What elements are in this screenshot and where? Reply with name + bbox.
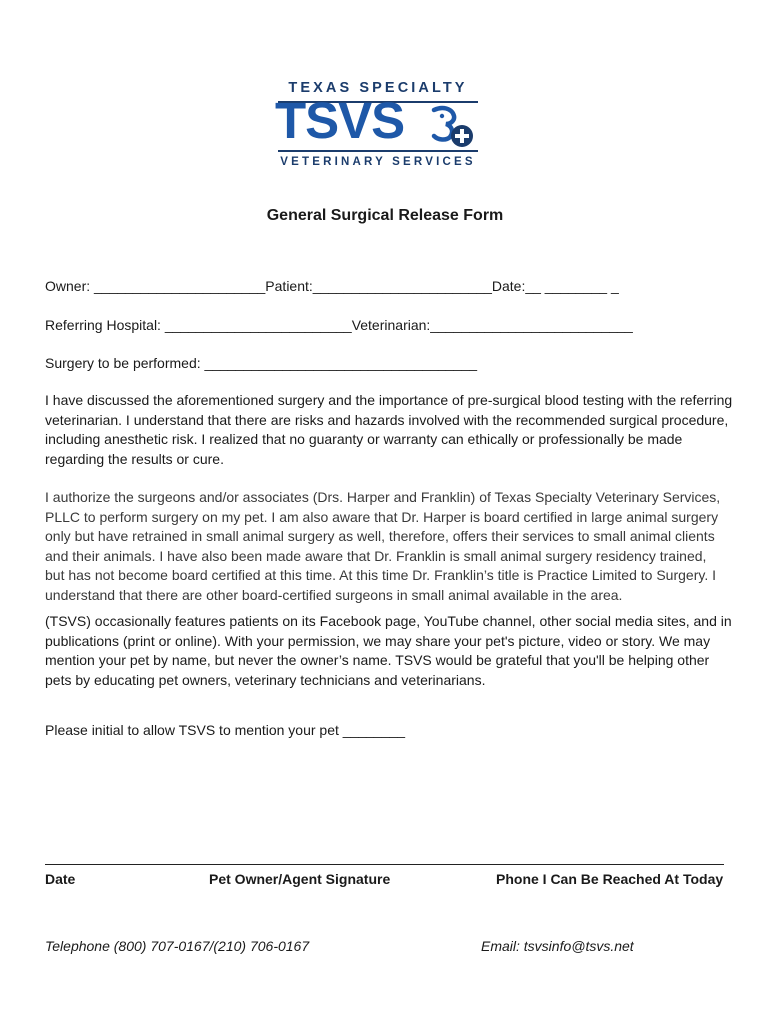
telephone-text: Telephone (800) 707-0167/(210) 706-0167 bbox=[45, 938, 310, 954]
owner-patient-date-line[interactable]: Owner: ______________________Patient:_______________________Date:__ ________ _ bbox=[45, 278, 619, 294]
paragraph-line: but has not become board certified at this time. At this time Dr. Franklin’s title is Practice Limited to Surgery. I bbox=[45, 567, 716, 583]
paw-cross-icon bbox=[428, 104, 476, 150]
surgery-line[interactable]: Surgery to be performed: ___________________________________ bbox=[45, 355, 478, 371]
paragraph-line: only but have retrained in small animal surgery as well, therefore, offers their services to small animal clients bbox=[45, 528, 715, 544]
paragraph-line: I authorize the surgeons and/or associates (Drs. Harper and Franklin) of Texas Specialty Veterinary Services, bbox=[45, 489, 721, 505]
paragraph-line: veterinarian. I understand that there are risks and hazards involved with the recommended surgical procedure, bbox=[45, 411, 729, 428]
paragraph-line: mention your pet by name, but never the owner’s name. TSVS would be grateful that you'll be helping other bbox=[45, 652, 710, 668]
hospital-veterinarian-line[interactable]: Referring Hospital: ________________________Veterinarian:__________________________ bbox=[45, 317, 633, 333]
logo-top-text: TEXAS SPECIALTY bbox=[288, 80, 468, 96]
paragraph-line: PLLC to perform surgery on my pet. I am also aware that Dr. Harper is board certified in large animal surgery bbox=[45, 508, 719, 525]
paragraph-line: pets by educating pet owners, veterinary technicians and veterinarians. bbox=[45, 671, 486, 688]
tsvs-logo bbox=[275, 80, 478, 172]
signature-line[interactable] bbox=[45, 864, 724, 865]
logo-main-text: TSVS bbox=[275, 92, 405, 149]
paragraph-line: publications (print or online). With your permission, we may share your pet's picture, video or story. We may bbox=[45, 632, 711, 649]
paragraph-line: understand that there are other board-certified surgeons in small animal available in the area. bbox=[45, 586, 623, 603]
paragraph-risks bbox=[45, 391, 735, 469]
phone-label: Phone I Can Be Reached At Today bbox=[496, 871, 724, 887]
owner-signature-label: Pet Owner/Agent Signature bbox=[209, 871, 391, 887]
paragraph-line: regarding the results or cure. bbox=[45, 450, 224, 467]
paragraph-line: I have discussed the aforementioned surgery and the importance of pre-surgical blood testing with the referring bbox=[45, 392, 733, 408]
logo-rule-bottom bbox=[278, 150, 478, 152]
logo-bottom-text: VETERINARY SERVICES bbox=[280, 156, 476, 168]
form-title: General Surgical Release Form bbox=[266, 207, 504, 224]
email-text[interactable]: Email: tsvsinfo@tsvs.net bbox=[481, 938, 634, 954]
initial-permission-line[interactable]: Please initial to allow TSVS to mention your pet ________ bbox=[45, 722, 406, 738]
paragraph-line: and their animals. I have also been made aware that Dr. Franklin is small animal surgery residency trained, bbox=[45, 547, 707, 564]
paragraph-social-media bbox=[45, 612, 735, 690]
paragraph-line: including anesthetic risk. I realized that no guaranty or warranty can ethically or professionally be made bbox=[45, 431, 683, 447]
date-label: Date bbox=[45, 871, 76, 887]
paragraph-line: (TSVS) occasionally features patients on its Facebook page, YouTube channel, other social media sites, and in bbox=[45, 613, 732, 629]
paragraph-authorization bbox=[45, 488, 735, 605]
